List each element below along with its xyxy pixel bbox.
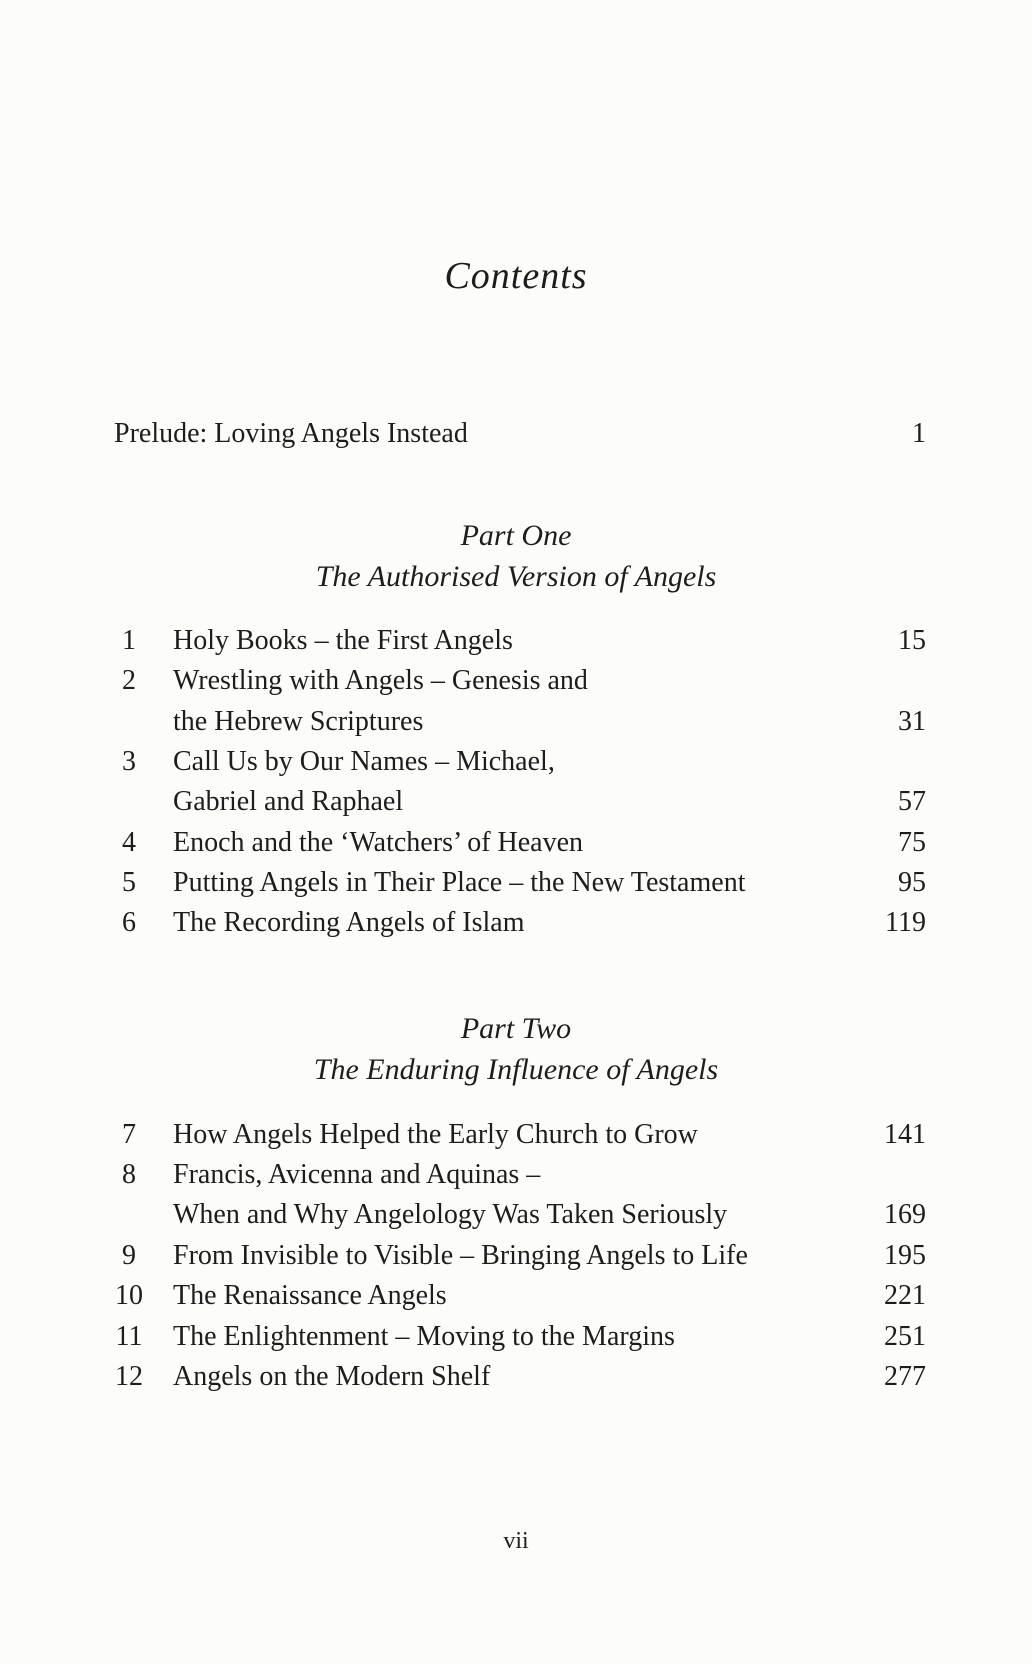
toc-entry-chapter-1[interactable] bbox=[114, 621, 926, 661]
part-one-subtitle: The Authorised Version of Angels bbox=[315, 560, 717, 593]
chapter-title: The Recording Angels of Islam bbox=[173, 907, 525, 938]
chapter-number: 9 bbox=[122, 1240, 136, 1271]
toc-entry-chapter-2[interactable] bbox=[114, 661, 926, 701]
chapter-page: 57 bbox=[898, 786, 926, 817]
chapter-number: 7 bbox=[122, 1119, 136, 1150]
chapter-page: 169 bbox=[884, 1199, 926, 1230]
toc-entry-chapter-8-cont[interactable] bbox=[114, 1195, 926, 1235]
chapter-title-cont: When and Why Angelology Was Taken Seriously bbox=[173, 1199, 728, 1230]
chapter-number: 1 bbox=[122, 625, 136, 656]
toc-entry-chapter-7[interactable] bbox=[114, 1115, 926, 1155]
chapter-title: From Invisible to Visible – Bringing Angels to Life bbox=[173, 1240, 748, 1271]
chapter-title: Angels on the Modern Shelf bbox=[173, 1361, 491, 1392]
toc-entry-chapter-3-cont[interactable] bbox=[114, 782, 926, 822]
chapter-number: 11 bbox=[115, 1321, 143, 1352]
chapter-page: 141 bbox=[884, 1119, 926, 1150]
chapter-number: 3 bbox=[122, 746, 136, 777]
toc-entry-chapter-4[interactable] bbox=[114, 823, 926, 863]
chapter-page: 277 bbox=[884, 1361, 926, 1392]
toc-entry-chapter-11[interactable] bbox=[114, 1317, 926, 1357]
chapter-number: 6 bbox=[122, 907, 136, 938]
chapter-number: 10 bbox=[115, 1280, 143, 1311]
chapter-page: 251 bbox=[884, 1321, 926, 1352]
chapter-page: 31 bbox=[898, 706, 926, 737]
page-folio: vii bbox=[503, 1528, 529, 1554]
chapter-page: 221 bbox=[884, 1280, 926, 1311]
toc-entry-chapter-10[interactable] bbox=[114, 1276, 926, 1316]
chapter-title: How Angels Helped the Early Church to Grow bbox=[173, 1119, 698, 1150]
chapter-number: 8 bbox=[122, 1159, 136, 1190]
chapter-number: 12 bbox=[115, 1361, 143, 1392]
chapter-number: 5 bbox=[122, 867, 136, 898]
toc-entry-chapter-8[interactable] bbox=[114, 1155, 926, 1195]
toc-entry-prelude[interactable] bbox=[114, 414, 926, 454]
chapter-title: Holy Books – the First Angels bbox=[173, 625, 513, 656]
toc-entry-chapter-9[interactable] bbox=[114, 1236, 926, 1276]
chapter-page: 75 bbox=[898, 827, 926, 858]
chapter-page: 95 bbox=[898, 867, 926, 898]
chapter-title: Putting Angels in Their Place – the New Testament bbox=[173, 867, 746, 898]
part-two-subtitle: The Enduring Influence of Angels bbox=[313, 1053, 719, 1086]
chapter-title: The Enlightenment – Moving to the Margins bbox=[173, 1321, 675, 1352]
chapter-page: 15 bbox=[898, 625, 926, 656]
chapter-title-cont: the Hebrew Scriptures bbox=[173, 706, 424, 737]
toc-entry-chapter-6[interactable] bbox=[114, 903, 926, 943]
toc-entry-chapter-5[interactable] bbox=[114, 863, 926, 903]
chapter-title: Enoch and the ‘Watchers’ of Heaven bbox=[173, 827, 584, 858]
toc-entry-chapter-2-cont[interactable] bbox=[114, 702, 926, 742]
chapter-title: Wrestling with Angels – Genesis and bbox=[173, 665, 588, 696]
chapter-page: 119 bbox=[885, 907, 926, 938]
page-title: Contents bbox=[444, 255, 588, 297]
chapter-number: 2 bbox=[122, 665, 136, 696]
chapter-page: 195 bbox=[884, 1240, 926, 1271]
part-two-label: Part Two bbox=[460, 1012, 572, 1045]
chapter-title: Call Us by Our Names – Michael, bbox=[173, 746, 555, 777]
toc-entry-chapter-3[interactable] bbox=[114, 742, 926, 782]
chapter-title: Francis, Avicenna and Aquinas – bbox=[173, 1159, 541, 1190]
part-one-label: Part One bbox=[460, 519, 572, 552]
chapter-title: The Renaissance Angels bbox=[173, 1280, 447, 1311]
chapter-title-cont: Gabriel and Raphael bbox=[173, 786, 404, 817]
toc-entry-page: 1 bbox=[912, 418, 926, 449]
toc-entry-chapter-12[interactable] bbox=[114, 1357, 926, 1397]
chapter-number: 4 bbox=[122, 827, 136, 858]
toc-entry-title: Prelude: Loving Angels Instead bbox=[114, 418, 468, 449]
